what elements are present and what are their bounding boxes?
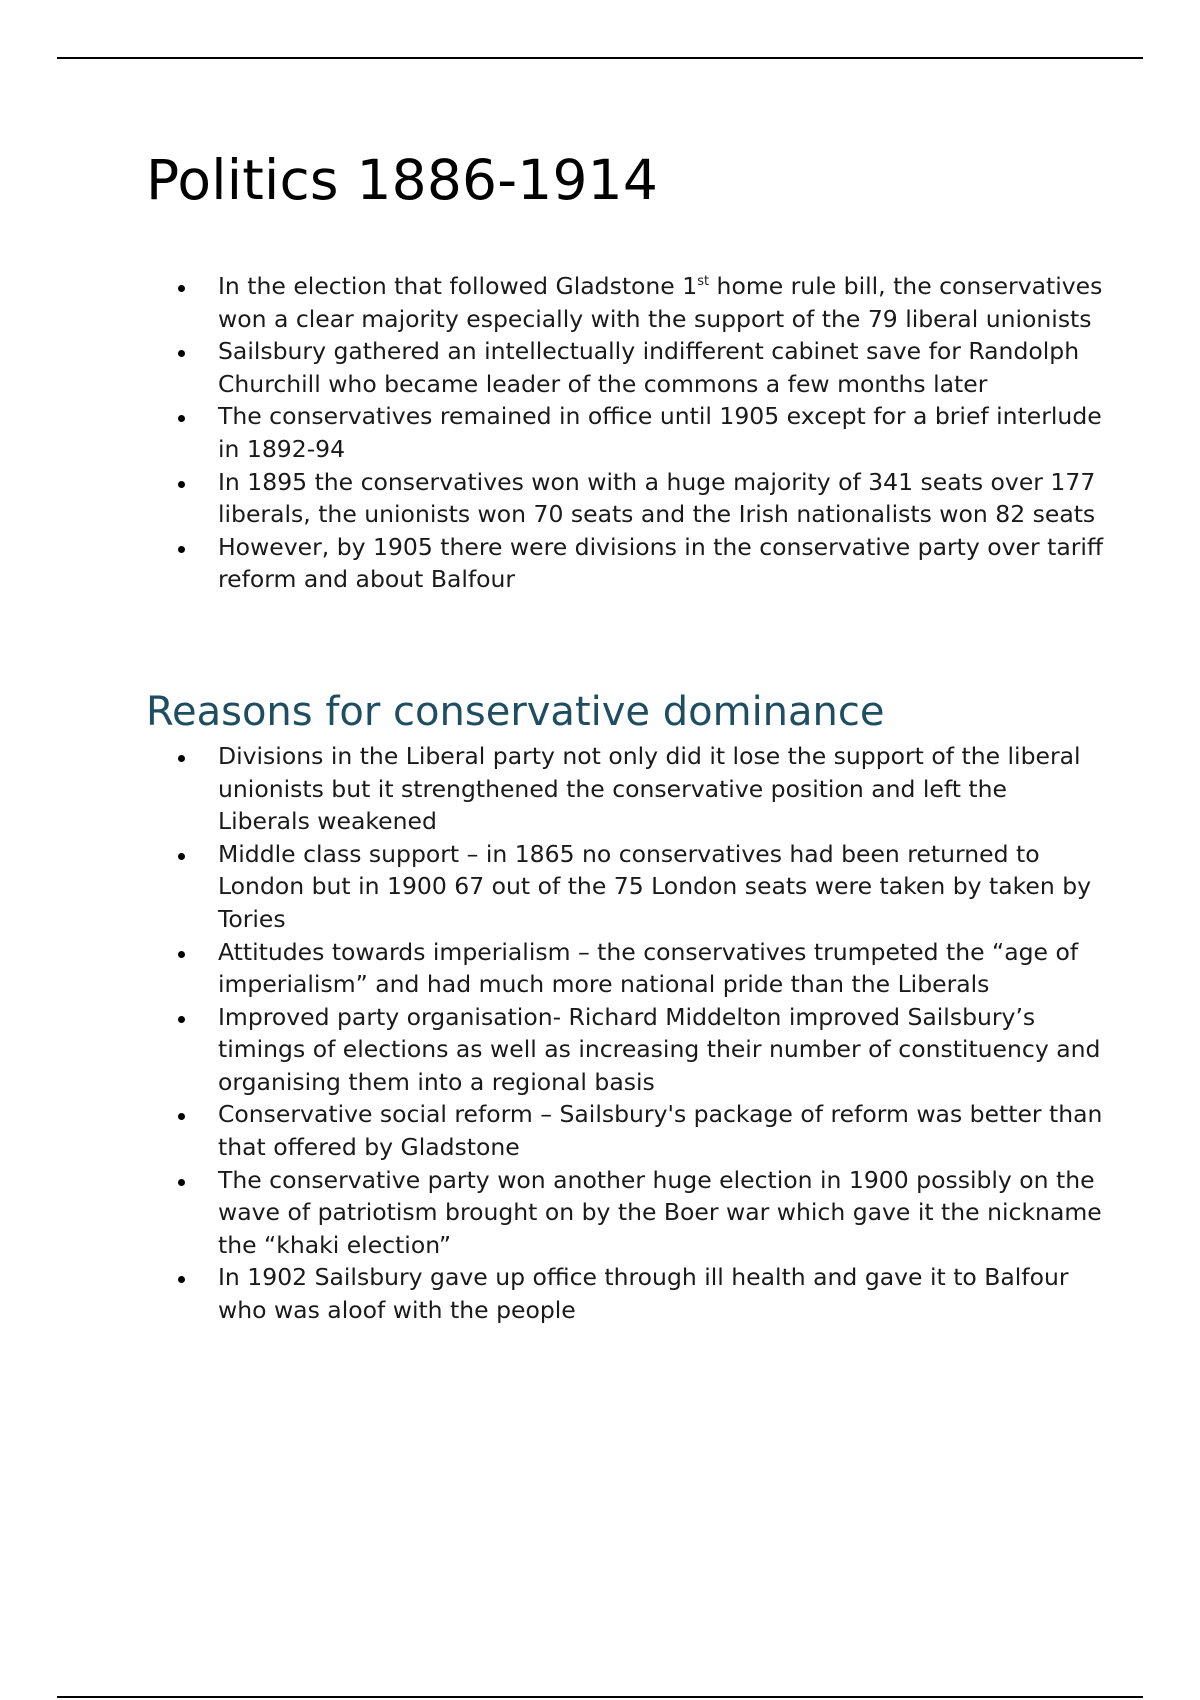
overview-list [146, 270, 1106, 596]
bullet-icon [178, 546, 185, 553]
reasons-list [146, 740, 1106, 1327]
list-item-text-start: In the election that followed Gladstone 1 [218, 272, 698, 300]
section-heading: Reasons for conservative dominance [146, 688, 885, 735]
bullet-icon [178, 350, 185, 357]
list-item [146, 531, 1106, 596]
list-item-text: However, by 1905 there were divisions in the conservative party over tariff reform and about Balfour [218, 532, 1104, 594]
list-item [146, 270, 1106, 335]
list-item-text: The conservatives remained in office until 1905 except for a brief interlude in 1892-94 [218, 402, 1102, 463]
list-item [146, 740, 1106, 838]
bullet-icon [178, 1113, 185, 1120]
list-item-text: Improved party organisation- Richard Middelton improved Sailsbury’s timings of elections as well as increasing their number of constituency and organising them into a regional basis [218, 1002, 1101, 1096]
list-item-text: In 1895 the conservatives won with a huge majority of 341 seats over 177 liberals, the unionists won 70 seats and the Irish nationalists won 82 seats [218, 467, 1096, 529]
bullet-icon [178, 1016, 185, 1023]
list-item-text: Conservative social reform – Sailsbury's package of reform was better than that offered by Gladstone [218, 1100, 1103, 1162]
bullet-icon [178, 1276, 185, 1283]
list-item [146, 1001, 1106, 1099]
list-item-text: The conservative party won another huge election in 1900 possibly on the wave of patriotism brought on by the Boer war which gave it the nickname the “khaki election” [218, 1165, 1102, 1259]
document-body [146, 140, 1106, 1327]
bullet-icon [178, 285, 185, 292]
ordinal-suffix: st [697, 274, 710, 289]
list-item-text: Sailsbury gathered an intellectually indifferent cabinet save for Randolph Churchill who became leader of the commons a few months later [218, 337, 1080, 398]
list-item [146, 335, 1106, 400]
bullet-icon [178, 755, 185, 762]
bullet-icon [178, 415, 185, 422]
list-item-text: Attitudes towards imperialism – the conservatives trumpeted the “age of imperialism” and had much more national pride than the Liberals [218, 937, 1079, 999]
page-title: Politics 1886-1914 [146, 148, 659, 212]
list-item-text: Divisions in the Liberal party not only did it lose the support of the liberal unionists but it strengthened the conservative position and left the Liberals weakened [218, 741, 1081, 836]
list-item [146, 1164, 1106, 1262]
list-item-text: Middle class support – in 1865 no conservatives had been returned to London but in 1900 67 out of the 75 London seats were taken by taken by Tories [218, 839, 1092, 933]
header-rule [57, 57, 1143, 59]
footer-rule [57, 1696, 1143, 1698]
list-item [146, 466, 1106, 531]
bullet-icon [178, 481, 185, 488]
bullet-icon [178, 951, 185, 958]
list-item [146, 838, 1106, 936]
list-item [146, 400, 1106, 465]
list-item-text: In 1902 Sailsbury gave up office through ill health and gave it to Balfour who was aloof with the people [218, 1263, 1069, 1325]
bullet-icon [178, 853, 185, 860]
bullet-icon [178, 1179, 185, 1186]
list-item-text-end: home rule bill, the conservatives won a clear majority especially with the support of the 79 liberal unionists [218, 272, 1103, 333]
list-item [146, 1098, 1106, 1163]
list-item [146, 1261, 1106, 1326]
list-item [146, 936, 1106, 1001]
